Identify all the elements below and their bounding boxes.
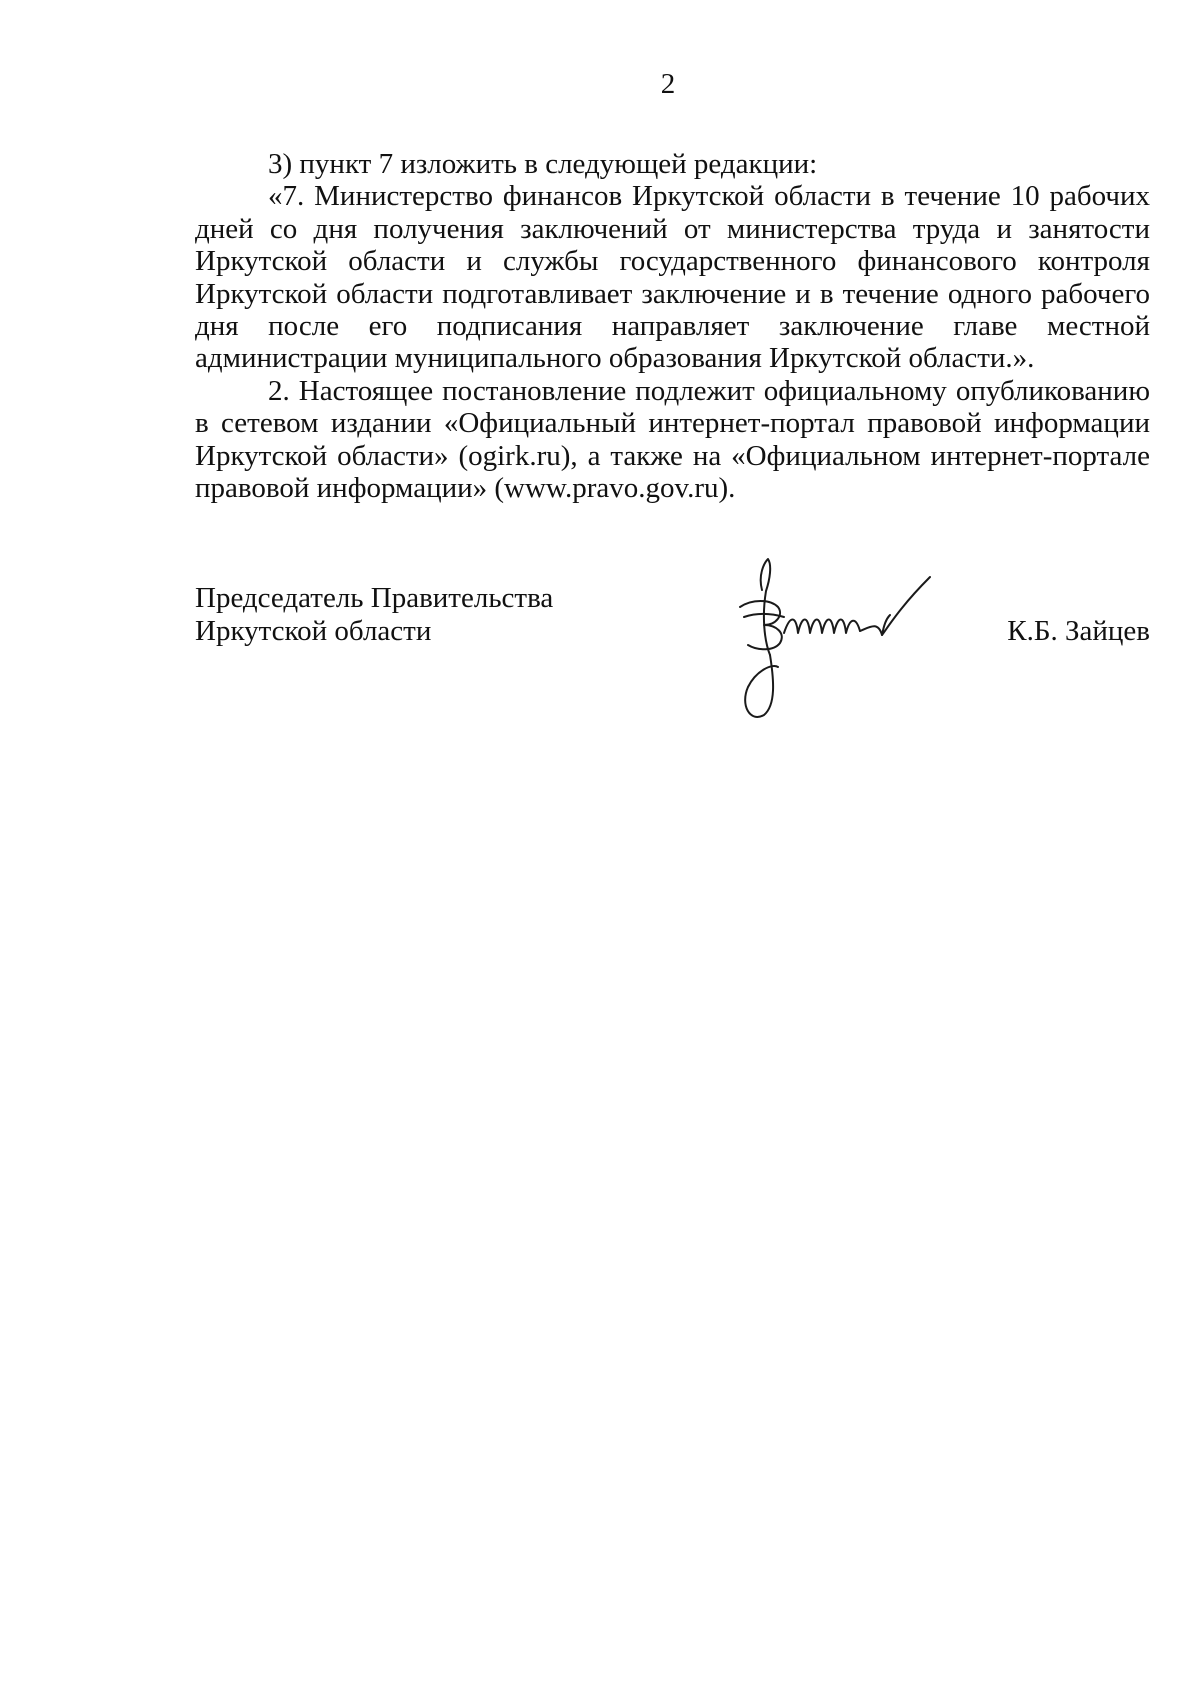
document-body xyxy=(195,148,1150,504)
page-number: 2 xyxy=(660,68,676,100)
paragraph-item-3: 3) пункт 7 изложить в следующей редакции: xyxy=(268,148,818,180)
signatory-name: К.Б. Зайцев xyxy=(1007,615,1150,647)
signatory-title xyxy=(195,582,553,648)
signatory-title-line1: Председатель Правительства xyxy=(195,582,554,614)
handwritten-signature xyxy=(700,555,970,730)
signatory-title-line2: Иркутской области xyxy=(195,615,432,647)
paragraph-item-7-text: «7. Министерство финансов Иркутской области в течение 10 рабочих дней со дня получения заключений от министерства труда и занятости Иркутской области и службы государственного финансового контроля Иркутской области подготавливает заключение и в течение одного рабочего дня после его подписания направляет заключение главе местной администрации муниципального образования Иркутской области.». xyxy=(195,180,1150,375)
paragraph-publication: 2. Настоящее постановление подлежит официальному опубликованию в сетевом издании «Официальный интернет-портал правовой информации Иркутской области» (ogirk.ru), а также на «Официальном интернет-портале правовой информации» (www.pravo.gov.ru). xyxy=(195,374,1150,505)
